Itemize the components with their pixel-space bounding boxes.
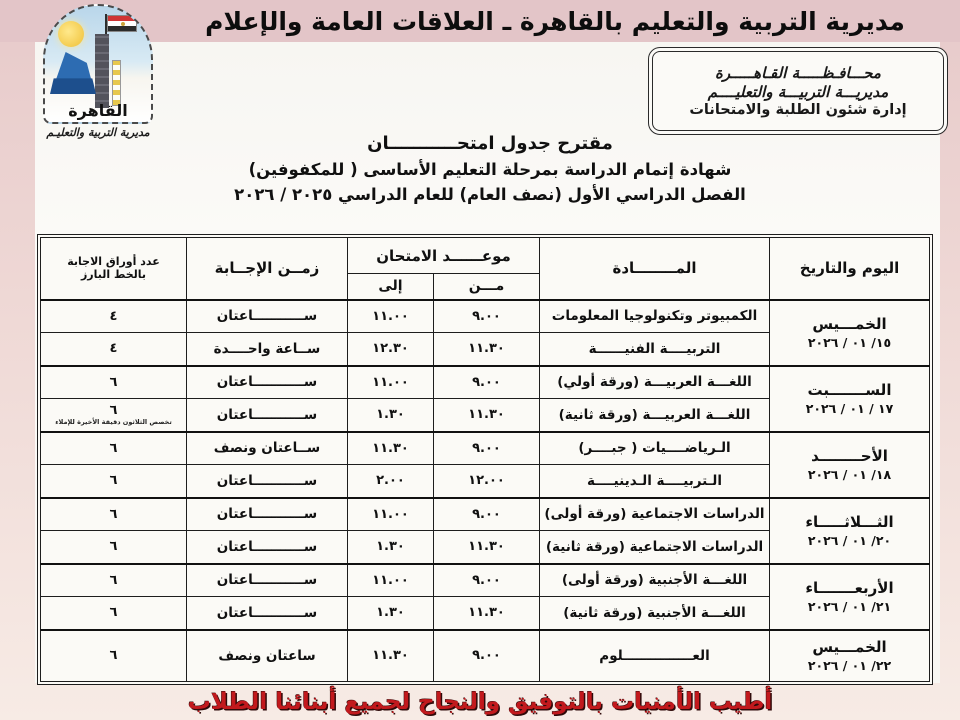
- duration-cell: ساعتان ونصف: [187, 630, 348, 682]
- document-title-block: [190, 133, 790, 204]
- from-cell: ٩.٠٠: [434, 498, 540, 531]
- from-cell: ٩.٠٠: [434, 432, 540, 465]
- logo-ruler-strip: [112, 60, 121, 106]
- duration-cell: ســـــــــــاعتان: [187, 465, 348, 498]
- logo-arch: [43, 4, 153, 124]
- sun-icon: [58, 21, 84, 47]
- sheets-cell: ٦: [41, 630, 187, 682]
- duration-cell: ســـــــــــاعتان: [187, 531, 348, 564]
- day-cell: الخمـــيس ٢٢/ ٠١ / ٢٠٢٦: [770, 630, 930, 682]
- subject-cell: الدراسات الاجتماعية (ورقة أولى): [540, 498, 770, 531]
- table-row: [41, 498, 930, 531]
- table-row: [41, 300, 930, 333]
- duration-cell: ســـــــــــاعتان: [187, 399, 348, 432]
- from-cell: ٩.٠٠: [434, 366, 540, 399]
- to-cell: ١١.٠٠: [348, 366, 434, 399]
- sheets-cell: ٦: [41, 531, 187, 564]
- to-cell: ١١.٣٠: [348, 432, 434, 465]
- col-header-sheets: عدد أوراق الاجابة بالخط البارز: [41, 238, 187, 300]
- day-cell: الخمـــيس ١٥/ ٠١ / ٢٠٢٦: [770, 300, 930, 366]
- dictation-note: تخصص الثلاثون دقيقة الأخيرة للإملاء: [55, 418, 172, 427]
- from-cell: ١١.٣٠: [434, 399, 540, 432]
- to-cell: ٢.٠٠: [348, 465, 434, 498]
- duration-cell: ســـــــــــاعتان: [187, 366, 348, 399]
- stamp-department: إدارة شئون الطلبة والامتحانات: [689, 102, 907, 118]
- from-cell: ٩.٠٠: [434, 300, 540, 333]
- from-cell: ١٢.٠٠: [434, 465, 540, 498]
- table-row: [41, 366, 930, 399]
- subject-cell: التربيــــة الفنيــــــة: [540, 333, 770, 366]
- duration-cell: ســاعتان ونصف: [187, 432, 348, 465]
- egypt-flag-icon: [107, 15, 137, 32]
- table-row: [41, 630, 930, 682]
- logo-city-name: القاهرة: [68, 101, 128, 120]
- to-cell: ١.٣٠: [348, 597, 434, 630]
- stamp-directorate: مديريـــة التربيـــة والتعليــــم: [707, 83, 889, 101]
- duration-cell: ســـــــــــاعتان: [187, 300, 348, 333]
- duration-cell: ســـــــــــاعتان: [187, 597, 348, 630]
- subject-cell: الـرياضــــيات ( جبــــر): [540, 432, 770, 465]
- subject-cell: الدراسات الاجتماعية (ورقة ثانية): [540, 531, 770, 564]
- subject-cell: اللغـــة العربيـــة (ورقة ثانية): [540, 399, 770, 432]
- exam-schedule-table: [40, 237, 930, 682]
- from-cell: ٩.٠٠: [434, 630, 540, 682]
- to-cell: ١١.٠٠: [348, 498, 434, 531]
- subject-cell: اللغـــة العربيـــة (ورقة أولي): [540, 366, 770, 399]
- sheets-cell: ٦ تخصص الثلاثون دقيقة الأخيرة للإملاء: [41, 399, 187, 432]
- sheets-cell: ٦: [41, 432, 187, 465]
- col-header-to: إلى: [348, 274, 434, 300]
- directorate-title: مديرية التربية والتعليم بالقاهرة ـ العلاقات العامة والإعلام: [205, 6, 905, 36]
- col-header-from: مـــن: [434, 274, 540, 300]
- sheets-cell: ٦: [41, 366, 187, 399]
- doc-title-line3: الفصل الدراسي الأول (نصف العام) للعام الدراسي ٢٠٢٥ / ٢٠٢٦: [234, 185, 746, 204]
- subject-cell: الكمبيوتر وتكنولوجيا المعلومات: [540, 300, 770, 333]
- to-cell: ١١.٠٠: [348, 300, 434, 333]
- stamp-governorate: محـــافـظـــــة القـاهـــــرة: [715, 64, 881, 82]
- from-cell: ٩.٠٠: [434, 564, 540, 597]
- day-cell: الأحــــــــد ١٨/ ٠١ / ٢٠٢٦: [770, 432, 930, 498]
- col-header-duration: زمــن الإجــابة: [187, 238, 348, 300]
- footer-strip: [0, 684, 960, 720]
- table-row: [41, 432, 930, 465]
- subject-cell: اللغـــة الأجنبية (ورقة ثانية): [540, 597, 770, 630]
- from-cell: ١١.٣٠: [434, 531, 540, 564]
- col-header-exam-time: موعــــــد الامتحان: [348, 238, 540, 274]
- doc-title-line1: مقترح جدول امتحـــــــــــان: [367, 133, 613, 154]
- sheets-cell: ٦: [41, 564, 187, 597]
- duration-cell: ســاعة واحــــدة: [187, 333, 348, 366]
- sheets-cell: ٦: [41, 498, 187, 531]
- logo-caption: مديرية التربية والتعليـم: [46, 126, 150, 139]
- day-cell: الثـــلاثـــــاء ٢٠/ ٠١ / ٢٠٢٦: [770, 498, 930, 564]
- sheets-cell: ٤: [41, 333, 187, 366]
- table-row: [41, 564, 930, 597]
- day-cell: الســـــــبت ١٧ / ٠١ / ٢٠٢٦: [770, 366, 930, 432]
- doc-title-line2: شهادة إتمام الدراسة بمرحلة التعليم الأساسى ( للمكفوفين): [248, 160, 732, 179]
- duration-cell: ســـــــــــاعتان: [187, 564, 348, 597]
- subject-cell: اللغـــة الأجنبية (ورقة أولى): [540, 564, 770, 597]
- exam-schedule-table-wrapper: [37, 234, 933, 685]
- to-cell: ١.٣٠: [348, 531, 434, 564]
- sheets-cell: ٦: [41, 465, 187, 498]
- to-cell: ١١.٠٠: [348, 564, 434, 597]
- to-cell: ١٢.٣٠: [348, 333, 434, 366]
- from-cell: ١١.٣٠: [434, 597, 540, 630]
- subject-cell: الـتربيــــة الـدينيــــة: [540, 465, 770, 498]
- sheets-cell: ٦: [41, 597, 187, 630]
- duration-cell: ســـــــــــاعتان: [187, 498, 348, 531]
- authority-stamp-box: [648, 47, 948, 135]
- sheets-cell: ٤: [41, 300, 187, 333]
- day-cell: الأربعـــــــاء ٢١/ ٠١ / ٢٠٢٦: [770, 564, 930, 630]
- cairo-tower-icon: [95, 34, 109, 108]
- col-header-day: اليوم والتاريخ: [770, 238, 930, 300]
- footer-wishes-text: أطيب الأمنيات بالتوفيق والنجاح لجميع أبنائنا الطلاب: [187, 689, 773, 715]
- from-cell: ١١.٣٠: [434, 333, 540, 366]
- to-cell: ١.٣٠: [348, 399, 434, 432]
- cairo-education-logo: [24, 4, 172, 139]
- col-header-subject: المــــــــادة: [540, 238, 770, 300]
- subject-cell: العـــــــــــــــلوم: [540, 630, 770, 682]
- to-cell: ١١.٣٠: [348, 630, 434, 682]
